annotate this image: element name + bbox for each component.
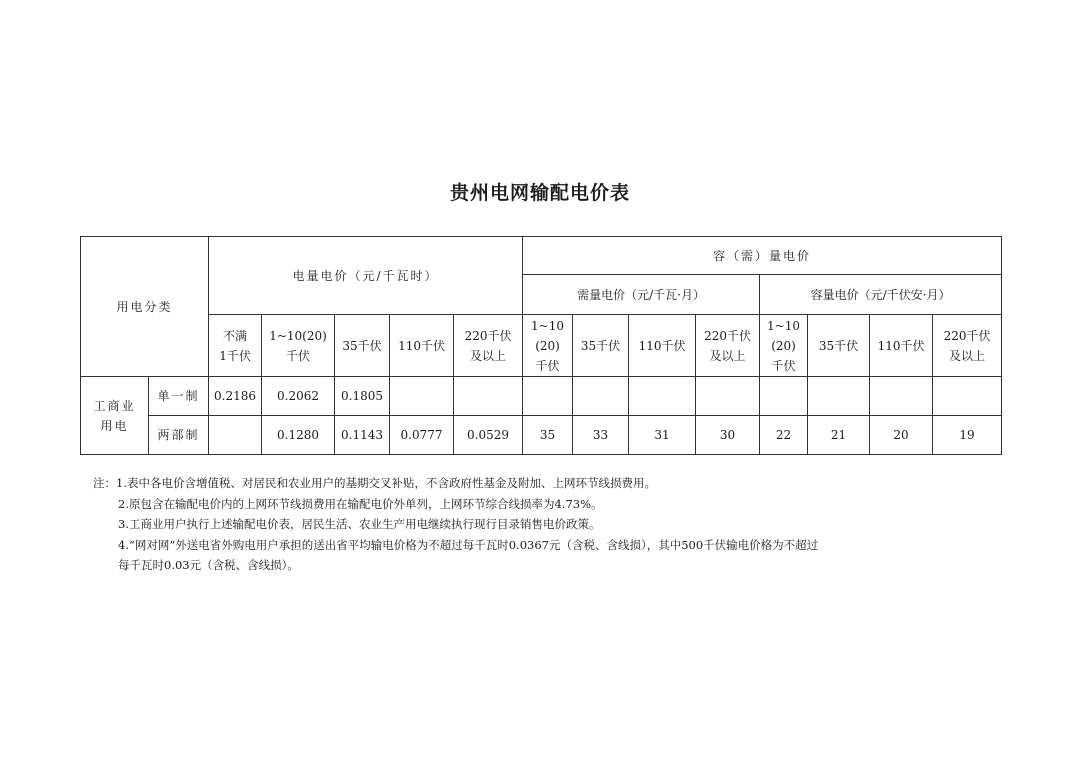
capacity-col-header: 35千伏 (808, 315, 870, 377)
table-cell (573, 377, 629, 416)
table-cell (209, 416, 262, 455)
energy-price-header: 电量电价（元/千瓦时） (209, 237, 523, 315)
energy-col-header: 不满 1千伏 (209, 315, 262, 377)
table-cell (629, 377, 696, 416)
demand-price-header: 需量电价（元/千瓦·月） (523, 275, 760, 315)
table-cell: 0.1805 (335, 377, 390, 416)
note-item: 注：1.表中各电价含增值税、对居民和农业用户的基期交叉补贴，不含政府性基金及附加、上网环节线损费用。 (93, 476, 656, 490)
table-cell: 0.1143 (335, 416, 390, 455)
energy-col-header: 220千伏 及以上 (454, 315, 523, 377)
table-cell (760, 377, 808, 416)
table-row (81, 416, 1002, 455)
energy-col-header: 1~10(20) 千伏 (262, 315, 335, 377)
table-cell: 30 (696, 416, 760, 455)
group-label: 工商业 用电 (81, 377, 149, 455)
row-label: 两部制 (149, 416, 209, 455)
note-item: 2.原包含在输配电价内的上网环节线损费用在输配电价外单列，上网环节综合线损率为4.73%。 (118, 496, 603, 511)
table-cell (454, 377, 523, 416)
table-cell: 20 (870, 416, 933, 455)
price-table (80, 236, 1002, 455)
capacity-price-header: 容（需）量电价 (523, 237, 1002, 275)
table-cell: 21 (808, 416, 870, 455)
page-title: 贵州电网输配电价表 (449, 182, 630, 204)
table-row (81, 377, 1002, 416)
table-cell: 31 (629, 416, 696, 455)
table-cell (808, 377, 870, 416)
table-cell: 35 (523, 416, 573, 455)
table-cell (523, 377, 573, 416)
table-cell (390, 377, 454, 416)
table-cell: 0.2062 (262, 377, 335, 416)
capacity-col-header: 110千伏 (870, 315, 933, 377)
table-cell: 0.1280 (262, 416, 335, 455)
note-item: 每千瓦时0.03元（含税、含线损）。 (118, 558, 299, 572)
energy-col-header: 35千伏 (335, 315, 390, 377)
capacity-sub-header: 容量电价（元/千伏安·月） (760, 275, 1002, 315)
energy-col-header: 110千伏 (390, 315, 454, 377)
table-cell: 0.0529 (454, 416, 523, 455)
table-cell: 19 (933, 416, 1002, 455)
demand-col-header: 1~10 (20) 千伏 (523, 315, 573, 377)
table-cell: 33 (573, 416, 629, 455)
note-item: 3.工商业用户执行上述输配电价表，居民生活、农业生产用电继续执行现行目录销售电价政策。 (118, 517, 601, 531)
table-cell (933, 377, 1002, 416)
row-label: 单一制 (149, 377, 209, 416)
capacity-col-header: 220千伏 及以上 (933, 315, 1002, 377)
table-cell: 0.0777 (390, 416, 454, 455)
capacity-col-header: 1~10 (20) 千伏 (760, 315, 808, 377)
category-header: 用电分类 (81, 237, 209, 377)
notes (93, 473, 973, 576)
table-cell (870, 377, 933, 416)
note-item: 4.“网对网”外送电省外购电用户承担的送出省平均输电价格为不超过每千瓦时0.0367元（含税、含线损），其中500千伏输电价格为不超过 (118, 537, 819, 552)
demand-col-header: 35千伏 (573, 315, 629, 377)
table-cell (696, 377, 760, 416)
table-cell: 0.2186 (209, 377, 262, 416)
demand-col-header: 220千伏 及以上 (696, 315, 760, 377)
table-cell: 22 (760, 416, 808, 455)
demand-col-header: 110千伏 (629, 315, 696, 377)
